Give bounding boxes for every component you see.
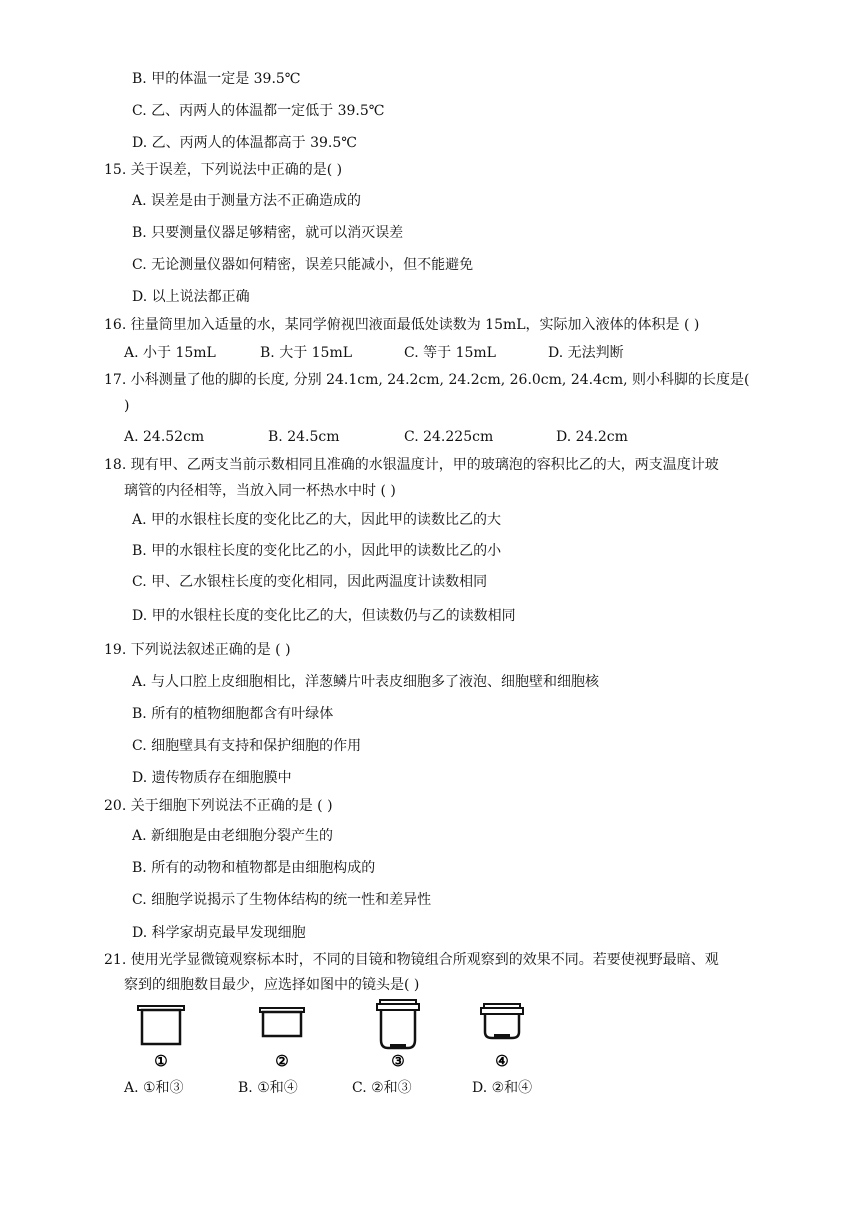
lens-2-figure — [258, 1000, 314, 1072]
q15-option-a: A. 误差是由于测量方法不正确造成的 — [132, 193, 362, 209]
q15-option-d: D. 以上说法都正确 — [132, 289, 250, 305]
lens-3-barrel — [381, 1010, 415, 1048]
q20-stem: 20. 关于细胞下列说法不正确的是 ( ) — [104, 798, 333, 814]
q16-stem: 16. 往量筒里加入适量的水，某同学俯视凹液面最低处读数为 15mL，实际加入液体的体积是 ( ) — [104, 317, 700, 333]
q17-option-d: D. 24.2cm — [556, 429, 628, 445]
q18-option-c: C. 甲、乙水银柱长度的变化相同，因此两温度计读数相同 — [132, 574, 488, 590]
lens-3-figure — [374, 996, 430, 1072]
lens-2-barrel — [263, 1012, 301, 1036]
q21-option-a: A. ①和③ — [124, 1080, 184, 1096]
q15-option-b: B. 只要测量仪器足够精密，就可以消灭误差 — [132, 225, 404, 241]
q17-stem: 17. 小科测量了他的脚的长度, 分别 24.1cm, 24.2cm, 24.2cm, 26.0cm, 24.4cm, 则小科脚的长度是( — [104, 372, 750, 388]
q17-option-b: B. 24.5cm — [268, 429, 340, 445]
lens-1-label: ① — [154, 1052, 168, 1070]
lens-4-figure — [478, 1000, 534, 1072]
q15-stem: 15. 关于误差，下列说法中正确的是( ) — [104, 162, 343, 178]
q19-option-c: C. 细胞壁具有支持和保护细胞的作用 — [132, 738, 362, 754]
q21-option-d: D. ②和④ — [472, 1080, 533, 1096]
lens-1-barrel — [142, 1010, 180, 1044]
lens-4-label: ④ — [495, 1052, 509, 1070]
q18-stem: 18. 现有甲、乙两支当前示数相同且准确的水银温度计，甲的玻璃泡的容积比乙的大，两支温度计玻 — [104, 457, 719, 473]
q16-option-b: B. 大于 15mL — [260, 345, 353, 361]
q20-option-b: B. 所有的动物和植物都是由细胞构成的 — [132, 860, 376, 876]
q16-option-a: A. 小于 15mL — [124, 345, 216, 361]
q16-options — [124, 344, 624, 362]
q16-option-d: D. 无法判断 — [548, 345, 624, 361]
lens-2-label: ② — [275, 1052, 289, 1070]
q18-option-b: B. 甲的水银柱长度的变化比乙的小，因此甲的读数比乙的小 — [132, 543, 502, 559]
q21-stem: 21. 使用光学显微镜观察标本时，不同的目镜和物镜组合所观察到的效果不同。若要使视野最暗、观 — [104, 952, 719, 968]
q20-option-d: D. 科学家胡克最早发现细胞 — [132, 925, 306, 941]
q19-option-b: B. 所有的植物细胞都含有叶绿体 — [132, 706, 334, 722]
q16-option-c: C. 等于 15mL — [404, 345, 496, 361]
q20-option-c: C. 细胞学说揭示了生物体结构的统一性和差异性 — [132, 892, 432, 908]
lens-4-tip — [494, 1034, 510, 1039]
q15-option-c: C. 无论测量仪器如何精密，误差只能减小，但不能避免 — [132, 257, 474, 273]
q17-option-a: A. 24.52cm — [124, 429, 205, 445]
q18-stem-cont: 璃管的内径相等，当放入同一杯热水中时 ( ) — [124, 483, 396, 499]
q21-option-b: B. ①和④ — [238, 1080, 298, 1096]
q19-option-d: D. 遗传物质存在细胞膜中 — [132, 770, 292, 786]
q18-option-d: D. 甲的水银柱长度的变化比乙的大，但读数仍与乙的读数相同 — [132, 608, 516, 624]
q21-options — [124, 1079, 532, 1097]
lens-3-collar — [377, 1004, 419, 1010]
lens-3-label: ③ — [391, 1052, 405, 1070]
q19-option-a: A. 与人口腔上皮细胞相比，洋葱鳞片叶表皮细胞多了液泡、细胞壁和细胞核 — [132, 674, 600, 690]
lens-1-figure — [136, 1000, 192, 1072]
q14-option-d: D. 乙、丙两人的体温都高于 39.5℃ — [132, 135, 357, 151]
q17-options — [124, 428, 628, 446]
q18-option-a: A. 甲的水银柱长度的变化比乙的大，因此甲的读数比乙的大 — [132, 512, 502, 528]
q21-stem-cont: 察到的细胞数目最少，应选择如图中的镜头是( ) — [124, 977, 420, 993]
q20-option-a: A. 新细胞是由老细胞分裂产生的 — [132, 828, 334, 844]
lens-3-tip — [390, 1044, 406, 1049]
lens-4-collar — [481, 1008, 523, 1014]
q14-option-c: C. 乙、丙两人的体温都一定低于 39.5℃ — [132, 103, 385, 119]
q21-option-c: C. ②和③ — [352, 1080, 412, 1096]
q17-stem-cont: ) — [124, 398, 130, 414]
q19-stem: 19. 下列说法叙述正确的是 ( ) — [104, 642, 291, 658]
q17-option-c: C. 24.225cm — [404, 429, 494, 445]
q14-option-b: B. 甲的体温一定是 39.5℃ — [132, 71, 301, 87]
